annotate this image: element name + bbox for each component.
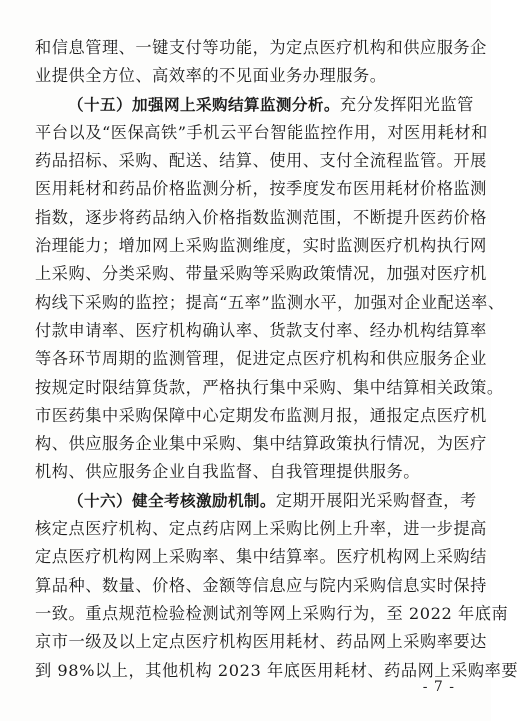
text-line: 治理能力；增加网上采购监测维度，实时监测医疗机构执行网 bbox=[35, 236, 487, 256]
text-line: 构、供应服务企业集中采购、集中结算政策执行情况，为医疗 bbox=[35, 434, 487, 454]
text-line: 付款申请率、医疗机构确认率、货款支付率、经办机构结算率 bbox=[35, 320, 487, 340]
section-16-first-line-text: 定期开展阳光采购督查，考 bbox=[275, 490, 477, 510]
text-line: 和信息管理、一键支付等功能，为定点医疗机构和供应服务企 bbox=[35, 38, 487, 57]
text-line: 按规定时限结算货款，严格执行集中采购、集中结算相关政策。 bbox=[35, 377, 504, 397]
section-16-heading: （十六）健全考核激励机制。 bbox=[68, 491, 276, 510]
text-line: 核定点医疗机构、定点药店网上采购比例上升率，进一步提高 bbox=[35, 519, 487, 539]
text-line: 定点医疗机构网上采购率、集中结算率。医疗机构网上采购结 bbox=[35, 547, 487, 567]
text-line: 算品种、数量、价格、金额等信息应与院内采购信息实时保持 bbox=[35, 575, 487, 595]
text-line: 到 98%以上，其他机构 2023 年底医用耗材、药品网上采购率要 bbox=[35, 660, 518, 680]
text-line: 业提供全方位、高效率的不见面业务办理服务。 bbox=[35, 66, 387, 86]
text-line: 等各环节周期的监测管理，促进定点医疗机构和供应服务企业 bbox=[35, 349, 487, 369]
section-15-heading: （十五）加强网上采购结算监测分析。 bbox=[68, 95, 340, 114]
text-line: 上采购、分类采购、带量采购等采购政策情况，加强对医疗机 bbox=[35, 264, 487, 284]
text-line: 市医药集中采购保障中心定期发布监测月报，通报定点医疗机 bbox=[35, 405, 487, 425]
text-line: 平台以及“医保高铁”手机云平台智能监控作用，对医用耗材和 bbox=[35, 122, 488, 142]
section-16-first-line bbox=[35, 487, 477, 515]
section-15-first-line-text: 充分发挥阳光监管 bbox=[339, 94, 474, 114]
text-line: 指数，逐步将药品纳入价格指数监测范围，不断提升医药价格 bbox=[35, 207, 487, 227]
text-line: 一致。重点规范检验检测试剂等网上采购行为，至 2022 年底南 bbox=[35, 603, 509, 623]
section-15-first-line bbox=[35, 91, 474, 119]
text-line: 机构、供应服务企业自我监督、自我管理提供服务。 bbox=[35, 462, 420, 482]
text-line: 药品招标、采购、配送、结算、使用、支付全流程监管。开展 bbox=[35, 151, 487, 171]
page-number: - 7 - bbox=[422, 679, 455, 695]
body-text bbox=[35, 34, 518, 685]
text-line: 京市一级及以上定点医疗机构医用耗材、药品网上采购率要达 bbox=[35, 632, 487, 652]
text-line: 医用耗材和药品价格监测分析，按季度发布医用耗材价格监测 bbox=[35, 179, 487, 199]
text-line: 构线下采购的监控；提高“五率”监测水平，加强对企业配送率、 bbox=[35, 292, 505, 312]
